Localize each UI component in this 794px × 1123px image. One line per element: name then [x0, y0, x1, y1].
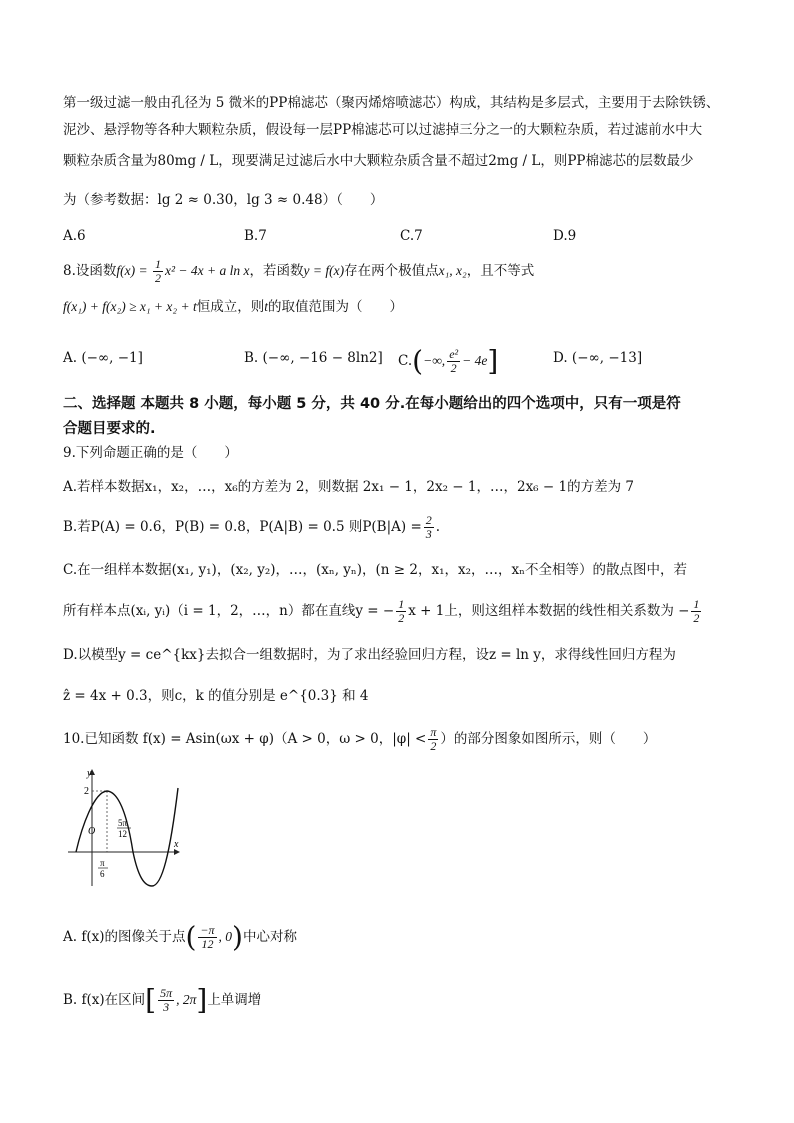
- q8-line2-end: 的取值范围为（ ）: [267, 299, 403, 315]
- q10-stem-fraction: [428, 726, 438, 753]
- graph-origin-label: O: [88, 826, 96, 837]
- q7-option-a: A.6: [63, 228, 86, 244]
- q10-option-a-fraction: [198, 924, 216, 951]
- q9-option-d-line-1: D.以模型y = ce^{kx}去拟合一组数据时，为了求出经验回归方程，设z = ln y，求得线性回归方程为: [63, 647, 676, 663]
- graph-tick-5pi-12-den: 12: [118, 829, 127, 839]
- q8-option-c-num: e²: [449, 347, 459, 361]
- q8-func: f(x) =: [116, 263, 151, 278]
- q8-func-rest: x² − 4x + a ln x: [164, 263, 250, 278]
- q7-option-b: B.7: [244, 228, 267, 244]
- q8-option-c-a: −∞,: [423, 353, 446, 368]
- q8-x1x2: x₁, x₂: [438, 263, 467, 278]
- q10-option-b-fraction: [158, 987, 174, 1014]
- q8-t: t: [264, 299, 268, 314]
- q7-text-line-2: 泥沙、悬浮物等各种大颗粒杂质，假设每一层PP棉滤芯可以过滤掉三分之一的大颗粒杂质，若过滤前水中大: [63, 122, 703, 138]
- q8-tail: 存在两个极值点: [344, 263, 439, 279]
- q10-option-a-text: A. f(x)的图像关于点: [63, 929, 186, 945]
- q9-option-c-text: 所有样本点(xᵢ, yᵢ)（i = 1，2，…，n）都在直线y = −: [63, 603, 395, 619]
- section-2-heading-line-2: 合题目要求的.: [63, 421, 156, 437]
- q8-func-fraction: [153, 258, 163, 285]
- q10-option-b-num: 5π: [160, 986, 173, 1000]
- q9-option-b: [63, 514, 440, 541]
- q10-option-a-num: −π: [200, 923, 215, 937]
- q10-option-a-end: 中心对称: [242, 929, 297, 945]
- graph-x-label: x: [174, 839, 179, 850]
- q8-option-c-fraction: [447, 348, 460, 375]
- graph-y-max-label: 2: [84, 786, 89, 797]
- q10-option-b-end: 上单调增: [207, 992, 262, 1008]
- q10-option-b: B. f(x)在区间[ $\frac{5\pi}{3}$ , 2π]上单调增: [63, 983, 262, 1017]
- q10-option-b-mid: , 2π: [176, 992, 197, 1007]
- q10-stem-den: 2: [430, 739, 437, 753]
- q7-text-line-1: 第一级过滤一般由孔径为 5 微米的PP棉滤芯（聚丙烯熔喷滤芯）构成，其结构是多层式，主要用于去除铁锈、: [63, 95, 720, 111]
- q9-option-b-den: 3: [425, 527, 432, 541]
- graph-sine-curve: [76, 788, 178, 886]
- q8-func-frac-num: 1: [154, 257, 161, 271]
- q9-stem: 9.下列命题正确的是（ ）: [63, 445, 238, 461]
- q7-text-line-3: 颗粒杂质含量为80mg / L，现要满足过滤后水中大颗粒杂质含量不超过2mg / L，则PP棉滤芯的层数最少: [63, 153, 694, 169]
- q9-option-b-text: B.若P(A) = 0.6，P(B) = 0.8，P(A|B) = 0.5 则P(B|A) =: [63, 519, 422, 535]
- q9-option-b-fraction: [424, 514, 434, 541]
- q10-stem-text: 10.已知函数 f(x) = Asin(ωx + φ)（A > 0，ω > 0，|φ| <: [63, 731, 427, 747]
- q8-option-a: A. (−∞, −1]: [63, 350, 143, 366]
- q8-option-c-b: − 4e: [462, 353, 488, 368]
- q9-option-a: A.若样本数据x₁，x₂，…，x₆的方差为 2，则数据 2x₁ − 1，2x₂ − 1，…，2x₆ − 1的方差为 7: [63, 479, 634, 495]
- q8-yfx: y = f(x): [303, 263, 345, 278]
- q10-option-a-den: 12: [201, 937, 214, 951]
- q9-option-c-line-1: C.在一组样本数据(x₁, y₁)，(x₂, y₂)，…，(xₙ, yₙ)，(n ≥ 2，x₁，x₂，…，xₙ不全相等）的散点图中，若: [63, 562, 687, 578]
- graph-y-label: y: [87, 768, 92, 779]
- q9-option-c-line-2: [63, 598, 703, 625]
- q7-option-d: D.9: [553, 228, 577, 244]
- q8-end: ，且不等式: [466, 263, 535, 279]
- q10-option-a-mid: , 0: [218, 929, 233, 944]
- q9-option-b-end: .: [435, 519, 441, 535]
- q7-text-line-4: 为（参考数据：lg 2 ≈ 0.30，lg 3 ≈ 0.48）（ ）: [63, 192, 384, 208]
- q9-option-c-fraction-1: [396, 598, 406, 625]
- q9-option-d-line-2: ẑ = 4x + 0.3，则c，k 的值分别是 e^{0.3} 和 4: [63, 688, 369, 704]
- q10-stem-end: ）的部分图象如图所示，则（ ）: [440, 731, 657, 747]
- graph-tick-5pi-12-num: 5π: [118, 818, 128, 828]
- q9-option-c-mid: x + 1上，则这组样本数据的线性相关系数为 −: [408, 603, 690, 619]
- q8-line2-text: 恒成立，则: [196, 299, 265, 315]
- q10-option-b-den: 3: [163, 1000, 170, 1014]
- q8-inequality: f(x₁) + f(x₂) ≥ x₁ + x₂ + t: [63, 299, 197, 314]
- q8-option-b: B. (−∞, −16 − 8ln2]: [244, 350, 383, 366]
- q8-mid: ，若函数: [249, 263, 304, 279]
- q10-stem: [63, 726, 656, 753]
- q9-option-c-den-2: 2: [693, 611, 700, 625]
- q9-option-b-num: 2: [425, 513, 432, 527]
- q10-function-graph: [66, 768, 186, 890]
- q10-stem-num: π: [430, 725, 437, 739]
- q8-func-frac-den: 2: [154, 271, 161, 285]
- q10-option-a: A. f(x)的图像关于点( $\frac{-\pi}{12}$ , 0)中心对称: [63, 920, 297, 954]
- q9-option-c-num-1: 1: [398, 597, 405, 611]
- q8-prefix: 8.设函数: [63, 263, 117, 279]
- q8-stem-line-1: [63, 258, 534, 285]
- q8-option-c-den: 2: [450, 361, 457, 375]
- section-2-heading-line-1: 二、选择题 本题共 8 小题，每小题 5 分，共 40 分.在每小题给出的四个选项中，只有一项是符: [63, 396, 681, 412]
- q7-option-c: C.7: [400, 228, 423, 244]
- q8-option-d: D. (−∞, −13]: [553, 350, 643, 366]
- graph-tick-pi-6-num: π: [100, 858, 105, 868]
- q8-stem-line-2: [63, 297, 403, 317]
- q8-option-c: C.(−∞, $\frac{\text{e²}}{2}$ − 4e]: [398, 344, 499, 378]
- q9-option-c-den-1: 2: [398, 611, 405, 625]
- q10-option-b-text: B. f(x)在区间: [63, 992, 146, 1008]
- q9-option-c-fraction-2: [691, 598, 701, 625]
- graph-tick-pi-6-den: 6: [100, 869, 105, 879]
- q9-option-c-num-2: 1: [693, 597, 700, 611]
- q8-option-c-label: C.: [398, 353, 413, 369]
